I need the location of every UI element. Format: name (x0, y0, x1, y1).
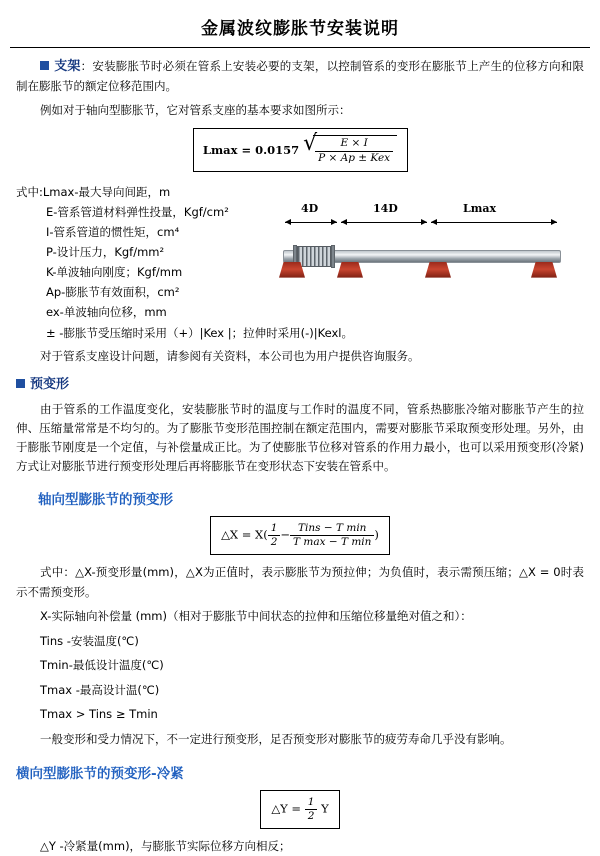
axial-note-tail: 一般变形和受力情况下，不一定进行预变形，足否预变形对膨胀节的疲劳寿命几乎没有影响。 (40, 731, 512, 746)
support-4 (531, 262, 557, 278)
arrow-lmax (431, 222, 557, 223)
predeform-para1: 由于管系的工作温度变化，安装膨胀节时的温度与工作时的温度不同，管系热膨胀冷缩对膨胀节产生的拉伸、压缩量常常是不均匀的。为了膨胀节变形范围控制在额定范围内，需要对膨胀节采取预变形处理。另外，由于膨胀节刚度是一个定值，与补偿量成正比。为了使膨胀节位移对管系的作用力最小，也可以采用预变形(冷紧)方式让对膨胀节进行预变形处理后再将膨胀节在变形状态下安装在管系中。 (16, 402, 584, 473)
lateral-formula-box: △Y = $\frac{1}{2}$ Y (260, 790, 339, 829)
axial-note-item: Tmin-最低设计温度(℃) (40, 658, 164, 673)
definition-item: K-单波轴向刚度；Kgf/mm (46, 265, 183, 280)
pipe-diagram (287, 182, 584, 302)
page-title: 金属波纹膨胀节安装说明 (201, 19, 399, 39)
document-page (0, 14, 600, 853)
lmax-formula-lhs: Lmax = 0.0157 (202, 143, 300, 157)
arrow-4d (285, 222, 337, 223)
axial-formula-box: △X = X( $\frac{1}{2}$ − $\frac{\text{Tins − T min}}{\text{T max − T min}}$ ) (210, 516, 390, 555)
axial-predeform-heading: 轴向型膨胀节的预变形 (38, 491, 173, 508)
diagram-label-4d: 4D (301, 201, 319, 215)
axial-formula-lhs: △X = X( (221, 527, 268, 542)
bracket-para1: 安装膨胀节时必须在管系上安装必要的支架，以控制管系的变形在膨胀节上产生的位移方向和限制在膨胀节的额定位移范围内。 (16, 59, 584, 94)
support-3 (425, 262, 451, 278)
axial-formula-numerator: Tins − T min (290, 522, 374, 536)
bracket-section-intro: 支架：安装膨胀节时必须在管系上安装必要的支架，以控制管系的变形在膨胀节上产生的位移方向和限制在膨胀节的额定位移范围内。 (16, 59, 584, 94)
blue-square-bullet-icon (40, 61, 49, 70)
definition-item: ± -膨胀节受压缩时采用（+）|Kex |；拉伸时采用(-)|Kexl。 (46, 325, 353, 340)
pipe-assembly (275, 232, 565, 292)
bracket-para3: 对于管系支座设计问题，请参阅有关资料，本公司也为用户提供咨询服务。 (40, 348, 420, 363)
axial-formula-row (16, 516, 584, 555)
axial-formula-denominator: T max − T min (293, 536, 372, 549)
lmax-denominator: P × Ap ± Kex (318, 151, 391, 164)
definition-item: I-管系管道的惯性矩，cm⁴ (46, 224, 180, 239)
definition-item: Ap-膨胀节有效面积，cm² (46, 285, 180, 300)
document-body (0, 56, 600, 856)
definition-item: 式中:Lmax-最大导向间距，m (16, 184, 171, 199)
axial-note-item: Tmax -最高设计温(℃) (40, 682, 160, 697)
axial-note-item: Tins -安装温度(℃) (40, 633, 139, 648)
lateral-formula-lhs: △Y = (271, 801, 302, 816)
axial-note-intro: 式中：△X-预变形量(mm)，△X为正值时，表示膨胀节为预拉伸；为负值时，表示需预压缩；△X = 0时表示不需预变形。 (16, 565, 584, 599)
arrow-14d (341, 222, 427, 223)
lateral-predeform-heading: 横向型膨胀节的预变形-冷紧 (16, 765, 184, 782)
definition-item: E-管系管道材料弹性投量，Kgf/cm² (46, 204, 229, 219)
diagram-dimension-labels (275, 202, 565, 218)
bracket-heading: 支架 (54, 59, 81, 74)
axial-note-item: X-实际轴向补偿量 (mm)（相对于膨胀节中间状态的拉伸和压缩位移量绝对值之和）： (40, 609, 472, 624)
axial-formula-minus: − (280, 527, 291, 542)
blue-square-bullet-icon (16, 379, 25, 388)
axial-formula-rhs: ) (374, 527, 379, 542)
lmax-numerator: √ E × I (315, 137, 393, 151)
lateral-formula-row (16, 790, 584, 829)
diagram-label-14d: 14D (373, 201, 398, 215)
sqrt-icon (303, 135, 397, 164)
diagram-label-lmax: Lmax (463, 201, 497, 215)
bellows-icon (297, 246, 331, 267)
title-divider (10, 47, 590, 48)
lateral-note: △Y -冷紧量(mm)，与膨胀节实际位移方向相反； (40, 838, 291, 853)
lmax-formula-box (193, 128, 408, 171)
flange-right (331, 245, 335, 268)
diagram-canvas (275, 202, 565, 302)
definition-item: ex-单波轴向位移，mm (46, 305, 167, 320)
diagram-dimension-arrows (275, 218, 565, 228)
predeform-heading-row (16, 374, 584, 395)
predeform-heading: 预变形 (30, 376, 70, 392)
definitions-and-diagram (16, 182, 584, 343)
lateral-formula-rhs: Y (321, 801, 329, 816)
support-2 (337, 262, 363, 278)
bracket-para2: 例如对于轴向型膨胀节，它对管系支座的基本要求如图所示： (40, 103, 351, 118)
axial-note-item: Tmax > Tins ≥ Tmin (40, 707, 158, 722)
definition-item: P-设计压力，Kgf/mm² (46, 245, 165, 259)
